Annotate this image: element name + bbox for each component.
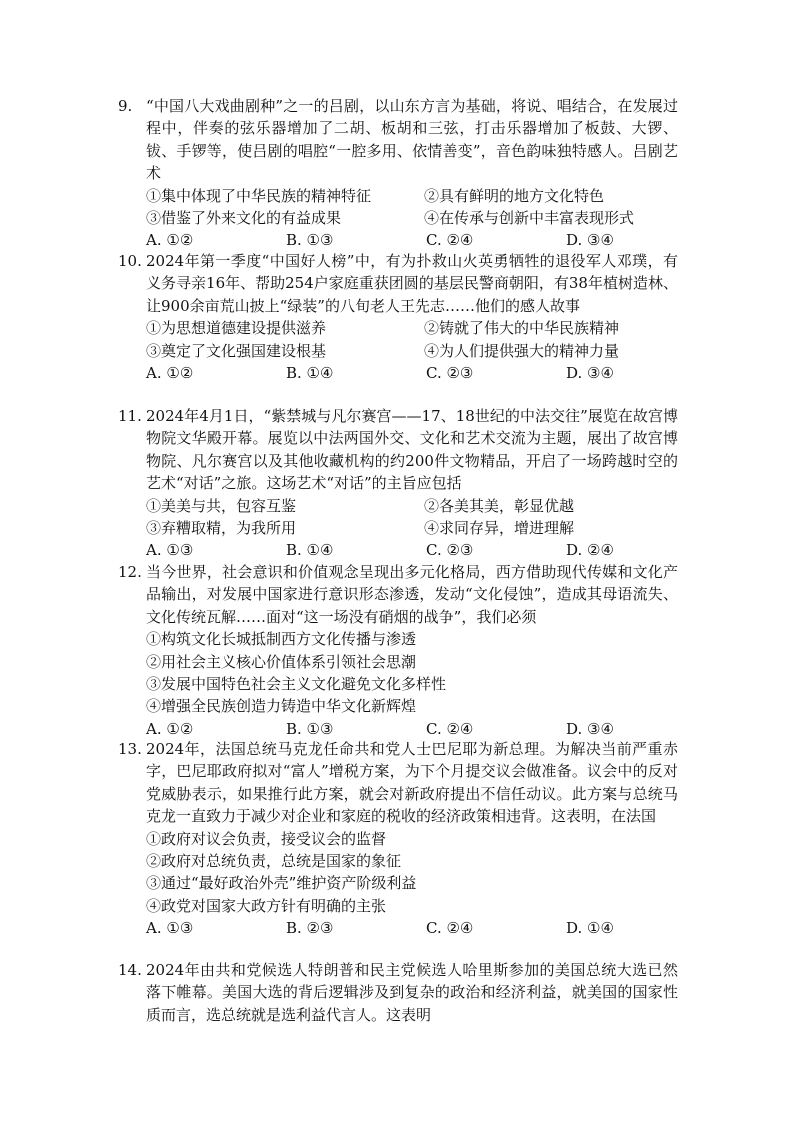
statement: ③奠定了文化强国建设根基	[146, 341, 327, 360]
statement: ②用社会主义核心价值体系引领社会思潮	[146, 652, 417, 671]
question-11	[118, 405, 678, 562]
option-a[interactable]: A. ①②	[146, 719, 194, 738]
statement: ④在传承与创新中丰富表现形式	[424, 209, 635, 228]
statement: ④为人们提供强大的精神力量	[424, 341, 620, 360]
statement: ①美美与共，包容互鉴	[146, 496, 297, 515]
option-d[interactable]: D. ①④	[566, 919, 614, 938]
question-text: 2024年由共和党候选人特朗普和民主党候选人哈里斯参加的美国总统大选已然落下帷幕。美国大选的背后逻辑涉及到复杂的政治和经济利益，就美国的国家性质而言，选总统就是选利益代言人。这表明	[146, 961, 678, 1024]
statement: ②各美其美，彰显优越	[424, 496, 575, 515]
question-number: 9.	[118, 97, 133, 115]
question-12	[118, 561, 678, 740]
option-c[interactable]: C. ②③	[426, 541, 474, 560]
question-14	[118, 959, 678, 1026]
option-c[interactable]: C. ②④	[426, 719, 474, 738]
question-text: 2024年4月1日，“紫禁城与凡尔赛宫——17、18世纪的中法交往”展览在故宫博物院文华殿开幕。展览以中法两国外交、文化和艺术交流为主题，展出了故宫博物院、凡尔赛宫以及其他收藏机构的约200件文物精品，开启了一场跨越时空的艺术“对话”之旅。这场艺术“对话”的主旨应包括	[146, 407, 678, 493]
question-stem	[118, 959, 678, 1026]
option-b[interactable]: B. ①④	[286, 541, 334, 560]
question-stem	[118, 95, 678, 185]
answer-options	[118, 539, 678, 561]
statement: ②政府对总统负责，总统是国家的象征	[146, 852, 402, 871]
question-text: 2024年，法国总统马克龙任命共和党人士巴尼耶为新总理。为解决当前严重赤字，巴尼耶政府拟对“富人”增税方案，为下个月提交议会做准备。议会中的反对党威胁表示，如果推行此方案，就会对新政府提出不信任动议。此方案与总统马克龙一直致力于减少对企业和家庭的税收的经济政策相违背。这表明，在法国	[146, 740, 678, 826]
option-a[interactable]: A. ①③	[146, 541, 194, 560]
statement: ①为思想道德建设提供滋养	[146, 319, 327, 338]
question-text: “中国八大戏曲剧种”之一的吕剧，以山东方言为基础，将说、唱结合，在发展过程中，伴奏的弦乐器增加了二胡、板胡和三弦，打击乐器增加了板鼓、大锣、钹、手锣等，使吕剧的唱腔“一腔多用、依情善变”，音色韵味独特感人。吕剧艺术	[146, 97, 678, 183]
option-b[interactable]: B. ①③	[286, 231, 334, 250]
question-9	[118, 95, 678, 252]
question-stem	[118, 250, 678, 317]
question-number: 11.	[118, 407, 142, 425]
option-c[interactable]: C. ②④	[426, 919, 474, 938]
statement-list	[118, 185, 678, 230]
statement: ③弃糟取精，为我所用	[146, 519, 297, 538]
statement: ③发展中国特色社会主义文化避免文化多样性	[146, 675, 447, 694]
option-b[interactable]: B. ①④	[286, 364, 334, 383]
option-d[interactable]: D. ③④	[566, 719, 614, 738]
question-number: 10.	[118, 252, 142, 270]
question-text: 2024年第一季度“中国好人榜”中，有为扑救山火英勇牺牲的退役军人邓璞，有义务寻亲16年、帮助254户家庭重获团圆的基层民警商朝阳，有38年植树造林、让900余亩荒山披上“绿装”的八旬老人王先志……他们的感人故事	[146, 252, 678, 315]
answer-options	[118, 362, 678, 384]
question-stem	[118, 561, 678, 628]
statement: ①构筑文化长城抵制西方文化传播与渗透	[146, 630, 417, 649]
question-text: 当今世界，社会意识和价值观念呈现出多元化格局，西方借助现代传媒和文化产品输出，对发展中国家进行意识形态渗透，发动“文化侵蚀”，造成其母语流失、文化传统瓦解……面对“这一场没有硝烟的战争”，我们必须	[146, 563, 678, 626]
question-stem	[118, 405, 678, 495]
answer-options	[118, 718, 678, 740]
option-c[interactable]: C. ②④	[426, 231, 474, 250]
statement: ③通过“最好政治外壳”维护资产阶级利益	[146, 874, 417, 893]
option-d[interactable]: D. ③④	[566, 364, 614, 383]
statement: ④政党对国家大政方针有明确的主张	[146, 896, 387, 915]
statement: ②铸就了伟大的中华民族精神	[424, 319, 620, 338]
statement: ③借鉴了外来文化的有益成果	[146, 209, 342, 228]
statement-list	[118, 317, 678, 362]
option-c[interactable]: C. ②③	[426, 364, 474, 383]
statement: ④求同存异，增进理解	[424, 519, 575, 538]
option-a[interactable]: A. ①②	[146, 231, 194, 250]
question-number: 14.	[118, 961, 142, 979]
option-d[interactable]: D. ③④	[566, 231, 614, 250]
statement-list	[118, 628, 678, 718]
statement-list	[118, 828, 678, 918]
option-d[interactable]: D. ②④	[566, 541, 614, 560]
option-a[interactable]: A. ①③	[146, 919, 194, 938]
option-b[interactable]: B. ②③	[286, 919, 334, 938]
answer-options	[118, 229, 678, 251]
statement-list	[118, 495, 678, 540]
question-number: 13.	[118, 740, 142, 758]
statement: ②具有鲜明的地方文化特色	[424, 186, 605, 205]
answer-options	[118, 917, 678, 939]
statement: ①集中体现了中华民族的精神特征	[146, 186, 372, 205]
question-10	[118, 250, 678, 384]
question-number: 12.	[118, 563, 142, 581]
question-stem	[118, 738, 678, 828]
statement: ④增强全民族创造力铸造中华文化新辉煌	[146, 697, 417, 716]
question-13	[118, 738, 678, 940]
option-a[interactable]: A. ①②	[146, 364, 194, 383]
statement: ①政府对议会负责，接受议会的监督	[146, 829, 387, 848]
option-b[interactable]: B. ①③	[286, 719, 334, 738]
